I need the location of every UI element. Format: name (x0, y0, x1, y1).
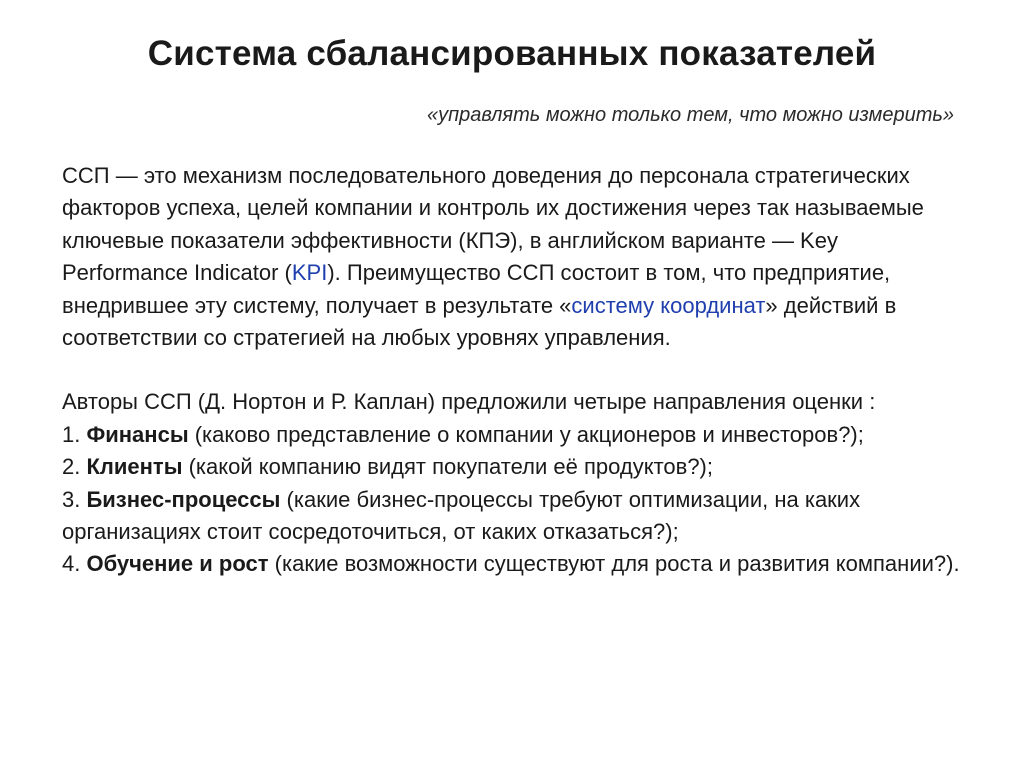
epigraph-quote: «управлять можно только тем, что можно измерить» (427, 104, 954, 126)
slide-title: Система сбалансированных показателей (147, 34, 877, 73)
list-number: 3. (62, 486, 87, 512)
list-description: (какие бизнес-процессы требуют оптимизации, на каких организациях стоит сосредоточиться, от каких отказаться?); (62, 486, 861, 545)
kpi-link[interactable]: KPI (291, 260, 328, 286)
list-item-clients (62, 451, 962, 483)
list-item-processes (62, 484, 962, 549)
list-item-learning (62, 548, 962, 580)
list-description: (какой компанию видят покупатели её продуктов?); (182, 454, 713, 480)
list-description: (каково представление о компании у акционеров и инвесторов?); (188, 421, 864, 447)
list-label: Клиенты (86, 454, 183, 480)
definition-paragraph (62, 160, 962, 354)
coordinate-system-link[interactable]: систему координат (571, 292, 766, 318)
authors-intro: Авторы ССП (Д. Нортон и Р. Каплан) предложили четыре направления оценки : (62, 389, 876, 415)
list-description: (какие возможности существуют для роста и развития компании?). (268, 551, 960, 577)
body-text (62, 160, 962, 581)
list-number: 4. (62, 551, 87, 577)
definition-text-3: » действий в соответствии со стратегией на любых уровнях управления. (62, 292, 897, 351)
definition-text-2: ). Преимущество ССП состоит в том, что предприятие, внедрившее эту систему, получает в результате « (62, 260, 891, 318)
list-item-finance (62, 419, 962, 451)
list-label: Бизнес-процессы (86, 486, 281, 512)
list-label: Финансы (86, 421, 189, 447)
list-label: Обучение и рост (86, 551, 269, 577)
list-number: 1. (62, 421, 87, 447)
list-number: 2. (62, 454, 87, 480)
definition-text-1: ССП — это механизм последовательного доведения до персонала стратегических факторов успеха, целей компании и контроль их достижения через так называемые ключевые показатели эффективности (КПЭ), в английском варианте — Key Performance Indicator ( (62, 163, 924, 286)
paragraph-gap (62, 354, 962, 386)
